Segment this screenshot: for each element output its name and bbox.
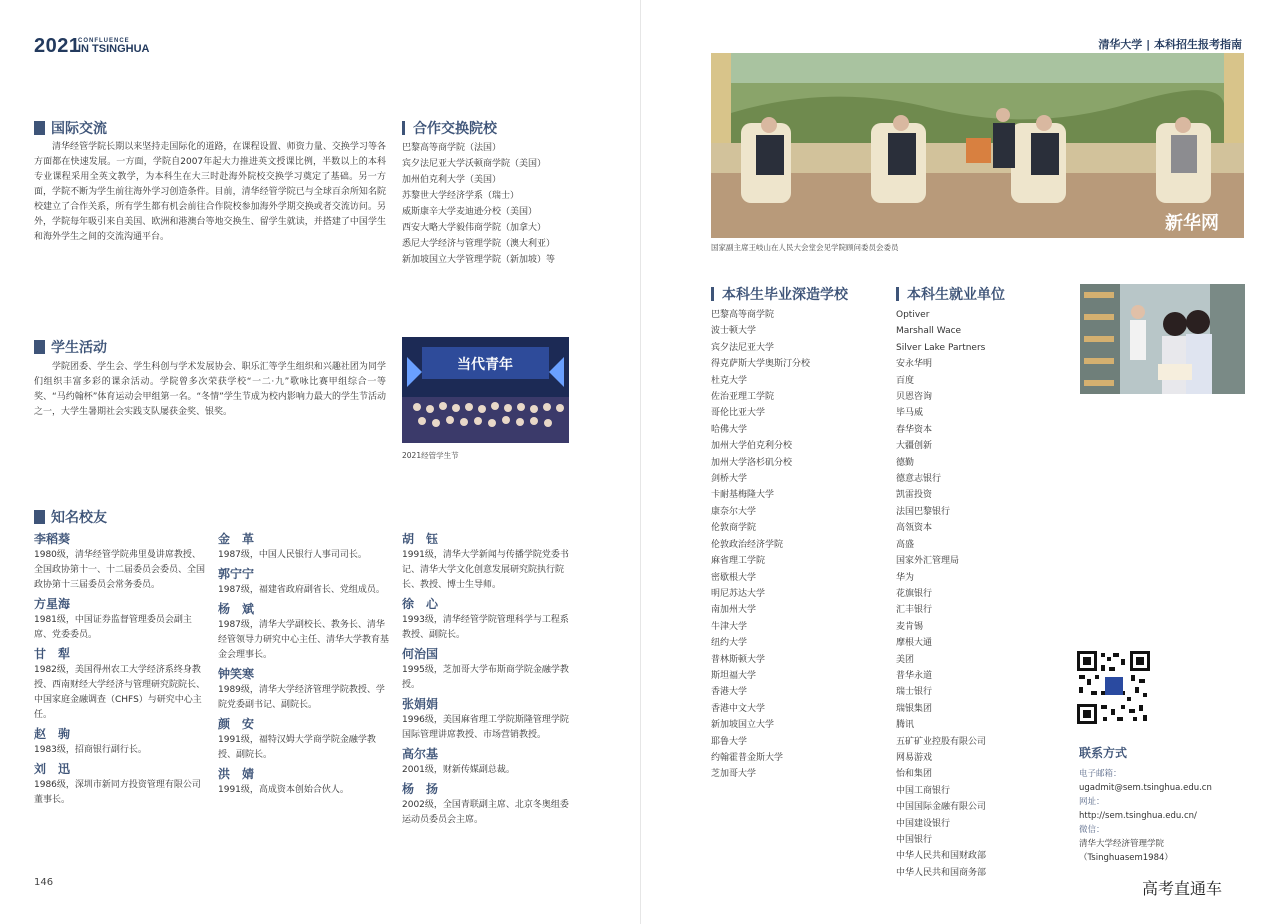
email-label: 电子邮箱： — [1079, 769, 1122, 779]
list-item: 加州大学伯克利分校 — [711, 441, 793, 452]
alumni-name: 张娟娟 — [402, 697, 439, 711]
alumni-desc: 2001级，财新传媒副总裁。 — [402, 765, 515, 775]
list-item: 德勤 — [896, 457, 915, 468]
student-text: 学院团委、学生会、学生科创与学术发展协会、职乐汇等学生组织和兴趣社团为同学们组织丰富多彩的课余活动。学院曾多次荣获学校“一二·九”歌咏比赛甲组综合一等奖、“马约翰杯”体育运动会甲组第一名。“冬情”学生节成为校内影响力最大的学生节活动之一，大学生暑期社会实践支队屡获金奖、银奖。 — [34, 362, 386, 417]
alumni-name: 杨 扬 — [402, 782, 439, 796]
list-item: 麻省理工学院 — [711, 556, 766, 567]
list-item: 佐治亚理工学院 — [711, 392, 775, 403]
list-item: 中华人民共和国商务部 — [896, 867, 987, 878]
section-bar-icon — [34, 121, 45, 135]
list-item: 剑桥大学 — [711, 474, 748, 485]
list-item: 麦肯锡 — [896, 621, 924, 632]
further-study-title — [711, 284, 848, 304]
alumni-name: 甘 犁 — [34, 647, 71, 661]
alumni-name: 赵 驹 — [34, 727, 71, 741]
alumni-desc: 1991级，清华大学新闻与传播学院党委书记、清华大学文化创意发展研究院执行院长、教授、博士生导师。 — [402, 550, 569, 590]
list-item: 密歇根大学 — [711, 572, 757, 583]
alumni-column-2 — [218, 528, 390, 798]
student-festival-photo — [402, 337, 569, 443]
list-item: 约翰霍普金斯大学 — [711, 752, 784, 763]
list-item: 得克萨斯大学奥斯汀分校 — [711, 359, 811, 370]
list-item: 瑞士银行 — [896, 687, 933, 698]
international-title — [34, 118, 107, 138]
list-item: 哥伦比亚大学 — [711, 408, 766, 419]
site-watermark: 高考直通车 — [1142, 879, 1223, 898]
international-text: 清华经管学院长期以来坚持走国际化的道路，在课程设置、师资力量、交换学习等各方面都在快速发展。一方面，学院自2007年起大力推进英文授课比例，半数以上的本科专业课程采用全英文教学，为本科生在大三时赴海外院校交换学习奠定了基础。另一方面，学院不断为学生前往海外学习创造条件。目前，清华经管学院已与全球百余所知名院校建立了合作关系，所有学生都有机会前往合作院校参加海外学期交换或者交流访问。另外，学院每年吸引来自美国、欧洲和港澳台等地交换生、留学生就读，并搭建了中国学生和海外学生之间的交流沟通平台。 — [34, 142, 386, 242]
wechat-name: 清华大学经济管理学院 — [1079, 839, 1165, 849]
list-item: 斯坦福大学 — [711, 670, 757, 681]
section-bar-icon — [34, 510, 45, 524]
alumni-desc: 1989级，清华大学经济管理学院教授、学院党委副书记、副院长。 — [218, 685, 385, 710]
list-item: 杜克大学 — [711, 375, 748, 386]
library-photo — [1080, 284, 1245, 394]
header-subtitle-top: CONFLUENCE — [78, 38, 130, 44]
section-bar-icon — [711, 287, 714, 301]
header-subtitle-bottom: IN TSINGHUA — [78, 43, 150, 55]
alumni-column-1 — [34, 528, 206, 808]
list-item: 毕马威 — [896, 408, 924, 419]
list-item: 中国国际金融有限公司 — [896, 802, 987, 813]
meeting-photo — [711, 53, 1244, 238]
list-item: 大疆创新 — [896, 441, 933, 452]
list-item: 威斯康辛大学麦迪逊分校（美国） — [402, 207, 538, 217]
list-item: 新加坡国立大学 — [711, 720, 775, 731]
list-item: 法国巴黎银行 — [896, 506, 951, 517]
alumni-name: 徐 心 — [402, 597, 439, 611]
list-item: 网易游戏 — [896, 752, 933, 763]
section-bar-icon — [34, 340, 45, 354]
list-item: 五矿矿业控股有限公司 — [896, 736, 987, 747]
list-item: 悉尼大学经济与管理学院（澳大利亚） — [402, 239, 556, 249]
alumni-desc: 2002级，全国青联副主席、北京冬奥组委运动员委员会主席。 — [402, 800, 569, 825]
list-item: 中国工商银行 — [896, 785, 951, 796]
list-item: 汇丰银行 — [896, 605, 933, 616]
list-item: 巴黎高等商学院 — [711, 310, 775, 320]
student-title-text: 学生活动 — [51, 340, 107, 356]
page-number: 146 — [34, 877, 54, 888]
alumni-name: 钟笑寒 — [218, 667, 255, 681]
alumni-desc: 1993级，清华经管学院管理科学与工程系教授、副院长。 — [402, 615, 569, 640]
list-item: 加州伯克利大学（美国） — [402, 175, 502, 185]
alumni-desc: 1987级，中国人民银行人事司司长。 — [218, 550, 367, 560]
list-item: Optiver — [896, 310, 930, 320]
section-bar-icon — [896, 287, 899, 301]
list-item: 国家外汇管理局 — [896, 556, 960, 567]
list-item: 贝恩咨询 — [896, 392, 933, 403]
alumni-name: 郭宁宁 — [218, 567, 255, 581]
list-item: 巴黎高等商学院（法国） — [402, 143, 502, 153]
alumni-desc: 1986级，深圳市新同方投资管理有限公司董事长。 — [34, 780, 201, 805]
list-item: 凯雷投资 — [896, 490, 933, 501]
partners-title — [402, 118, 497, 138]
alumni-desc: 1983级，招商银行副行长。 — [34, 745, 147, 755]
alumni-title — [34, 507, 107, 527]
list-item: 加州大学洛杉矶分校 — [711, 457, 793, 468]
student-festival-illustration — [402, 337, 569, 443]
list-item: 宾夕法尼亚大学 — [711, 342, 775, 353]
list-item: 摩根大通 — [896, 638, 933, 649]
employers-title-text: 本科生就业单位 — [907, 287, 1005, 303]
list-item: 牛津大学 — [711, 621, 748, 632]
list-item: 伦敦商学院 — [711, 523, 757, 534]
alumni-desc: 1980级，清华经管学院弗里曼讲席教授、全国政协第十一、十二届委员会委员、全国政协第十三届委员会常务委员。 — [34, 550, 206, 590]
alumni-title-text: 知名校友 — [51, 510, 107, 526]
alumni-name: 胡 钰 — [402, 532, 439, 546]
list-item: 中华人民共和国财政部 — [896, 851, 987, 862]
further-study-list — [711, 307, 886, 783]
list-item: 西安大略大学毅伟商学院（加拿大） — [402, 223, 547, 233]
employers-title — [896, 284, 1005, 304]
alumni-name: 方星海 — [34, 597, 71, 611]
list-item: 春华资本 — [896, 424, 933, 435]
list-item: 新加坡国立大学管理学院（新加坡）等 — [402, 255, 556, 265]
alumni-name: 高尔基 — [402, 747, 439, 761]
meeting-photo-caption: 国家副主席王岐山在人民大会堂会见学院顾问委员会委员 — [711, 243, 899, 252]
list-item: 花旗银行 — [896, 588, 933, 599]
website-link[interactable]: http://sem.tsinghua.edu.cn/ — [1079, 811, 1197, 821]
alumni-name: 杨 斌 — [218, 602, 255, 616]
alumni-desc: 1996级，美国麻省理工学院斯隆管理学院国际管理讲席教授、市场营销教授。 — [402, 715, 569, 740]
library-photo-illustration — [1080, 284, 1245, 394]
alumni-column-3 — [402, 528, 574, 828]
photo-watermark: 新华网 — [1165, 213, 1219, 234]
list-item: 芝加哥大学 — [711, 769, 757, 780]
student-title — [34, 337, 107, 357]
list-item: 怡和集团 — [896, 769, 933, 780]
website-label: 网址： — [1079, 797, 1105, 807]
alumni-name: 刘 迅 — [34, 762, 71, 776]
list-item: 安永华明 — [896, 359, 933, 370]
list-item: 中国建设银行 — [896, 818, 951, 829]
alumni-name: 李稻葵 — [34, 532, 71, 546]
festival-banner-text: 当代青年 — [457, 357, 513, 373]
alumni-name: 洪 婧 — [218, 767, 255, 781]
list-item: 百度 — [896, 375, 915, 386]
alumni-desc: 1987级，清华大学副校长、教务长、清华经管领导力研究中心主任、清华大学教育基金会理事长。 — [218, 620, 390, 660]
partners-list — [402, 140, 602, 268]
list-item: 普华永道 — [896, 670, 933, 681]
alumni-desc: 1981级，中国证券监督管理委员会副主席、党委委员。 — [34, 615, 192, 640]
contact-block — [1079, 767, 1259, 865]
list-item: 高盛 — [896, 539, 915, 550]
wechat-id: （Tsinghuasem1984） — [1079, 853, 1173, 863]
list-item: 苏黎世大学经济学系（瑞士） — [402, 191, 520, 201]
list-item: 波士顿大学 — [711, 326, 757, 337]
list-item: 香港中文大学 — [711, 703, 766, 714]
student-photo-caption: 2021经管学生节 — [402, 451, 459, 460]
partners-title-text: 合作交换院校 — [413, 121, 497, 137]
alumni-name: 金 革 — [218, 532, 255, 546]
list-item: 华为 — [896, 572, 915, 583]
list-item: 伦敦政治经济学院 — [711, 539, 784, 550]
alumni-desc: 1987级，福建省政府副省长、党组成员。 — [218, 585, 385, 595]
list-item: 中国银行 — [896, 835, 933, 845]
international-title-text: 国际交流 — [51, 121, 107, 137]
list-item: 香港大学 — [711, 687, 748, 698]
list-item: 德意志银行 — [896, 474, 942, 485]
contact-title: 联系方式 — [1079, 746, 1128, 760]
list-item: 耶鲁大学 — [711, 736, 748, 747]
list-item: 瑞银集团 — [896, 703, 933, 714]
list-item: 南加州大学 — [711, 605, 757, 616]
further-study-title-text: 本科生毕业深造学校 — [722, 287, 848, 303]
alumni-name: 何治国 — [402, 647, 439, 661]
list-item: Silver Lake Partners — [896, 342, 986, 353]
list-item: 康奈尔大学 — [711, 506, 757, 517]
header-subtitle — [78, 37, 150, 53]
qr-code-icon — [1077, 651, 1150, 724]
alumni-desc: 1995级，芝加哥大学布斯商学院金融学教授。 — [402, 665, 569, 690]
list-item: 卡耐基梅隆大学 — [711, 490, 775, 501]
page-gutter — [640, 0, 641, 924]
list-item: 高瓴资本 — [896, 523, 933, 534]
alumni-desc: 1991级，高成资本创始合伙人。 — [218, 785, 349, 795]
header-year: 2021 — [34, 35, 81, 57]
alumni-name: 颜 安 — [218, 717, 255, 731]
list-item: 普林斯顿大学 — [711, 654, 766, 665]
list-item: 明尼苏达大学 — [711, 588, 766, 599]
section-bar-icon — [402, 121, 405, 135]
header-right-title: 清华大学 | 本科招生报考指南 — [1098, 38, 1242, 51]
list-item: 哈佛大学 — [711, 424, 748, 435]
list-item: 宾夕法尼亚大学沃顿商学院（美国） — [402, 159, 547, 169]
list-item: 腾讯 — [896, 720, 915, 731]
meeting-photo-illustration — [711, 53, 1244, 238]
email-link[interactable]: ugadmit@sem.tsinghua.edu.cn — [1079, 783, 1212, 793]
list-item: Marshall Wace — [896, 326, 962, 337]
list-item: 美团 — [896, 654, 915, 665]
list-item: 纽约大学 — [711, 638, 748, 649]
alumni-desc: 1991级，福特汉姆大学商学院金融学教授、副院长。 — [218, 735, 376, 760]
wechat-label: 微信： — [1079, 825, 1105, 835]
employers-list — [896, 307, 1076, 881]
alumni-desc: 1982级，美国得州农工大学经济系终身教授、西南财经大学经济与管理研究院院长、中国家庭金融调查（CHFS）与研究中心主任。 — [34, 665, 206, 720]
